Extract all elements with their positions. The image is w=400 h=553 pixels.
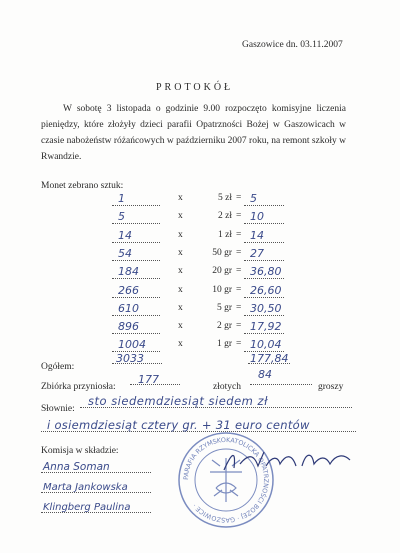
coin-row: [0, 303, 400, 319]
coin-value: 14: [250, 228, 264, 242]
intro-paragraph: W sobotę 3 listopada o godzinie 9.00 rozpoczęto komisyjne liczenia pieniędzy, które złożyły dzieci parafii Opatrzności Bożej w Gaszowicach w czasie nabożeństw różańcowych w październiku 2007 roku, na remont szkoły w Rwandzie.: [41, 104, 346, 162]
multiply-sign: x: [178, 247, 183, 258]
equals-sign: =: [236, 321, 242, 332]
equals-sign: =: [236, 266, 242, 277]
words-text-2: i osiemdziesiąt cztery gr. + 31 euro centów: [47, 418, 310, 432]
coin-value-field: [244, 211, 284, 224]
equals-sign: =: [236, 193, 242, 203]
coin-row: [0, 321, 400, 337]
coin-qty-field: [112, 193, 160, 206]
coin-value: 36,80: [250, 265, 282, 279]
coins-label: Monet zebrano sztuk:: [41, 181, 124, 191]
coin-qty: 54: [118, 246, 132, 260]
coin-value-field: [244, 321, 284, 334]
zloty-amount: 177: [138, 373, 159, 386]
multiply-sign: x: [178, 302, 183, 313]
coin-qty: 896: [118, 320, 139, 334]
coin-row: [0, 285, 400, 301]
coin-value-field: [244, 193, 284, 206]
coin-denomination: 2 zł: [218, 211, 232, 222]
equals-sign: =: [236, 302, 242, 313]
words-text-1: sto siedemdziesiąt siedem zł: [88, 394, 268, 408]
multiply-sign: x: [178, 284, 183, 295]
zloty-field: [130, 372, 180, 385]
multiply-sign: x: [178, 229, 183, 240]
zloty-unit: złotych: [213, 382, 241, 392]
coin-value: 27: [250, 246, 264, 260]
total-label: Ogółem:: [41, 362, 75, 372]
coin-qty: 1: [118, 192, 125, 205]
priest-signature-icon: [220, 446, 355, 476]
member-signature-3: Klingberg Paulina: [43, 502, 131, 513]
place-date: Gaszowice dn. 03.11.2007: [242, 40, 343, 50]
coin-denomination: 1 zł: [218, 229, 232, 240]
coin-value: 30,50: [250, 301, 282, 315]
equals-sign: =: [236, 339, 242, 350]
coin-denomination: 5 gr: [216, 302, 232, 313]
document-title: PROTOKÓŁ: [156, 82, 234, 93]
total-qty: 3033: [116, 352, 144, 365]
coin-qty: 184: [118, 265, 139, 279]
coin-qty: 266: [118, 283, 139, 297]
coin-denomination: 1 gr: [216, 339, 232, 350]
multiply-sign: x: [178, 211, 183, 222]
coin-value-field: [244, 266, 284, 279]
coin-qty-field: [112, 321, 160, 334]
words-line-1: [80, 394, 352, 408]
coin-denomination: 50 gr: [212, 247, 232, 258]
coin-row: [0, 193, 400, 209]
coin-value: 10,04: [250, 338, 282, 352]
coin-qty-field: [112, 303, 160, 316]
parish-stamp: [176, 430, 276, 530]
multiply-sign: x: [178, 193, 183, 203]
coin-qty-field: [112, 266, 160, 279]
coin-qty: 14: [118, 228, 132, 242]
groszy-field: [250, 368, 312, 385]
coin-value-field: [244, 230, 284, 243]
collection-label: Zbiórka przyniosła:: [41, 382, 116, 392]
coin-qty-field: [112, 285, 160, 298]
member-signature-2: Marta Jankowska: [43, 482, 128, 493]
coin-denomination: 10 gr: [212, 284, 232, 295]
coin-value-field: [244, 303, 284, 316]
groszy-unit: groszy: [318, 382, 344, 392]
total-value-field: [248, 351, 290, 364]
coin-qty: 5: [118, 210, 125, 224]
member-line-1: [41, 458, 151, 473]
coin-qty-field: [112, 230, 160, 243]
equals-sign: =: [236, 211, 242, 222]
equals-sign: =: [236, 229, 242, 240]
member-line-2: [41, 478, 151, 493]
coin-qty-field: [112, 248, 160, 261]
coin-value: 5: [250, 192, 257, 205]
total-qty-field: [112, 351, 162, 364]
stamp-text: PARAFIA RZYMSKOKATOLICKA OPATRZNOŚCI BOŻEJ · GASZOWICE ·: [181, 435, 271, 525]
multiply-sign: x: [178, 321, 183, 332]
coin-qty: 1004: [118, 338, 146, 352]
committee-label: Komisja w składzie:: [41, 446, 119, 456]
coin-row: [0, 266, 400, 282]
member-line-3: [41, 498, 151, 513]
coin-value: 10: [250, 210, 264, 224]
coin-value: 26,60: [250, 283, 282, 297]
coin-row: [0, 248, 400, 264]
groszy-amount: 84: [258, 368, 272, 381]
total-value: 177,84: [250, 352, 289, 365]
coin-value: 17,92: [250, 320, 282, 334]
coin-denomination: 5 zł: [218, 193, 232, 203]
words-label: Słownie:: [41, 404, 75, 414]
coin-denomination: 2 gr: [216, 321, 232, 332]
coin-qty: 610: [118, 301, 139, 315]
multiply-sign: x: [178, 339, 183, 350]
multiply-sign: x: [178, 266, 183, 277]
member-signature-1: Anna Soman: [43, 461, 110, 473]
coin-denomination: 20 gr: [212, 266, 232, 277]
coin-row: [0, 230, 400, 246]
coin-qty-field: [112, 211, 160, 224]
equals-sign: =: [236, 284, 242, 295]
coin-value-field: [244, 248, 284, 261]
coin-value-field: [244, 285, 284, 298]
equals-sign: =: [236, 247, 242, 258]
coin-row: [0, 339, 400, 355]
coin-row: [0, 211, 400, 227]
